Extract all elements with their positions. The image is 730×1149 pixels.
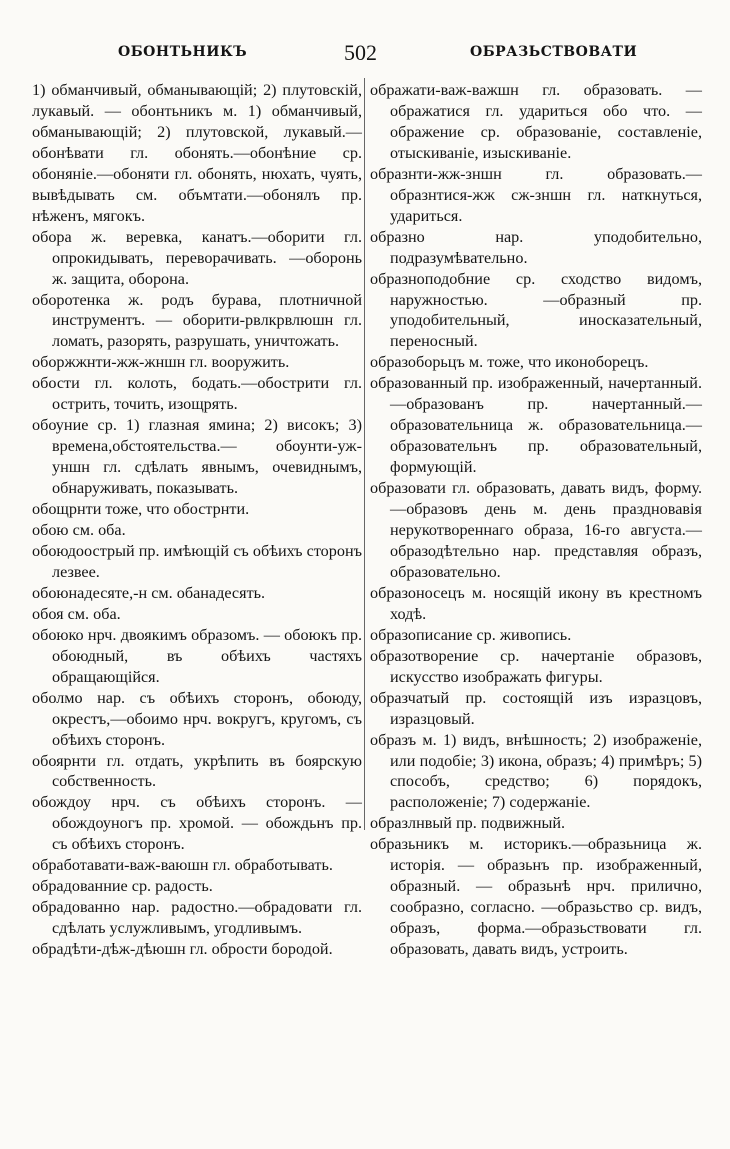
dictionary-entry: обрадѣти-дѣж-дѣюшн гл. обрости бородой. bbox=[32, 940, 333, 959]
dictionary-entry: образлнвый пр. подвижный. bbox=[370, 814, 566, 833]
column-divider bbox=[364, 78, 365, 830]
dictionary-entry: оболмо нар. съ обѣихъ сторонъ, обоюду, окрестъ,—обоимо нрч. вокругъ, кругомъ, съ обѣихъ сторонъ. bbox=[32, 688, 362, 749]
dictionary-entry: обою см. оба. bbox=[32, 521, 126, 540]
left-running-headword: ОБОНТЬНИКЪ bbox=[118, 44, 248, 60]
dictionary-entry: обоярнти гл. отдать, укрѣпить въ боярскую собственность. bbox=[32, 751, 362, 791]
dictionary-entry: образьникъ м. историкъ.—образьница ж. исторія. — образьнъ пр. изображенный, образный. — образьнѣ нрч. прилично, сообразно, согласно. —образьство ср. видъ, образъ, форма.—образьствовати гл. образовать, давать видъ, устроить. bbox=[370, 835, 702, 959]
dictionary-entry: 1) обманчивый, обманывающій; 2) плутовскій, лукавый. — обонтьникъ м. 1) обманчивый, обманывающій; 2) плутовской, лукавый.— обонѣвати гл. обонять.—обонѣние ср. обоняніе.—обоняти гл. обонять, нюхать, чуять, вывѣдывать см. объмтати.—обонялъ пр. нѣженъ, мягокъ. bbox=[32, 81, 362, 225]
dictionary-entry: образноподобние ср. сходство видомъ, наружностью. —образный пр. уподобительный, иносказательный, переносный. bbox=[370, 269, 702, 351]
dictionary-entry: образно нар. уподобительно, подразумѣвательно. bbox=[370, 227, 702, 267]
dictionary-entry: образописание ср. живопись. bbox=[370, 625, 572, 644]
dictionary-entry: обоуние ср. 1) глазная ямина; 2) високъ; 3) времена,обстоятельства.— обоунти-уж-уншн гл. сдѣлать явнымъ, очевиднымъ, обнаруживать, показывать. bbox=[32, 416, 362, 498]
dictionary-entry: обрадованно нар. радостно.—обрадовати гл. сдѣлать услужливымъ, угодливымъ. bbox=[32, 898, 362, 938]
right-running-headword: ОБРАЗЬСТВОВАТИ bbox=[470, 44, 638, 60]
dictionary-entry: обора ж. веревка, канатъ.—оборити гл. опрокидывать, переворачивать. —оборонь ж. защита, оборона. bbox=[32, 227, 362, 288]
dictionary-entry: образчатый пр. состоящій изъ изразцовъ, изразцовый. bbox=[370, 688, 702, 728]
dictionary-entry: обрадованние ср. радость. bbox=[32, 877, 213, 896]
dictionary-entry: обоюнадесяте,-н см. обанадесять. bbox=[32, 583, 266, 602]
dictionary-entry: обоя см. оба. bbox=[32, 604, 121, 623]
dictionary-entry: оборотенка ж. родъ бурава, плотничной инструментъ. — оборити-рвлкрвлюшн гл. ломать, разорять, разрушать, уничтожать. bbox=[32, 290, 362, 351]
dictionary-entry: оборжжнти-жж-жншн гл. вооружить. bbox=[32, 353, 290, 372]
dictionary-entry: обоюдоострый пр. имѣющій съ обѣихъ сторонъ лезвее. bbox=[32, 541, 362, 581]
dictionary-entry: образовати гл. образовать, давать видъ, форму.—образовъ день м. день праздновавія нерукотвореннаго образа, 16-го августа.—образодѣтельно нар. представляя образъ, образовательно. bbox=[370, 479, 702, 581]
dictionary-entry: образнти-жж-зншн гл. образовать.— образнтися-жж сж-зншн гл. наткнуться, удариться. bbox=[370, 164, 702, 225]
dictionary-entry: образоборьцъ м. тоже, что иконоборецъ. bbox=[370, 353, 649, 372]
dictionary-entry: ображати-важ-важшн гл. образовать. —ображатися гл. удариться обо что. —ображение ср. образованіе, составленіе, отыскиваніе, изыскиваніе. bbox=[370, 81, 702, 162]
left-column bbox=[32, 80, 362, 960]
dictionary-entry: обости гл. колоть, бодать.—обострити гл. острить, точить, изощрять. bbox=[32, 374, 362, 414]
dictionary-entry: обоюко нрч. двоякимъ образомъ. — обоюкъ пр. обоюдный, въ обѣихъ частяхъ обращающійся. bbox=[32, 625, 362, 686]
dictionary-entry: образъ м. 1) видъ, внѣшность; 2) изображеніе, или подобіе; 3) икона, образъ; 4) примѣръ; 5) способъ, средство; 6) порядокъ, расположеніе; 7) содержаніе. bbox=[370, 730, 702, 812]
page-header bbox=[0, 40, 730, 70]
dictionary-entry: образоносецъ м. носящій икону въ крестномъ ходѣ. bbox=[370, 583, 702, 623]
right-column bbox=[370, 80, 702, 960]
dictionary-entry: обработавати-важ-ваюшн гл. обработывать. bbox=[32, 856, 333, 875]
dictionary-entry: обождоу нрч. съ обѣихъ сторонъ. — обождоуногъ пр. хромой. — обождьнъ пр. съ обѣихъ сторонъ. bbox=[32, 793, 362, 854]
dictionary-entry: образотворение ср. начертаніе образовъ, искусство изображать фигуры. bbox=[370, 646, 702, 686]
page-number: 502 bbox=[344, 40, 377, 65]
dictionary-entry: образованный пр. изображенный, начертанный.—образованъ пр. начертанный.—образовательница ж. образовательница.—образовательнъ пр. образовательный, формующій. bbox=[370, 374, 702, 477]
dictionary-entry: обощрнти тоже, что обострнти. bbox=[32, 500, 250, 519]
